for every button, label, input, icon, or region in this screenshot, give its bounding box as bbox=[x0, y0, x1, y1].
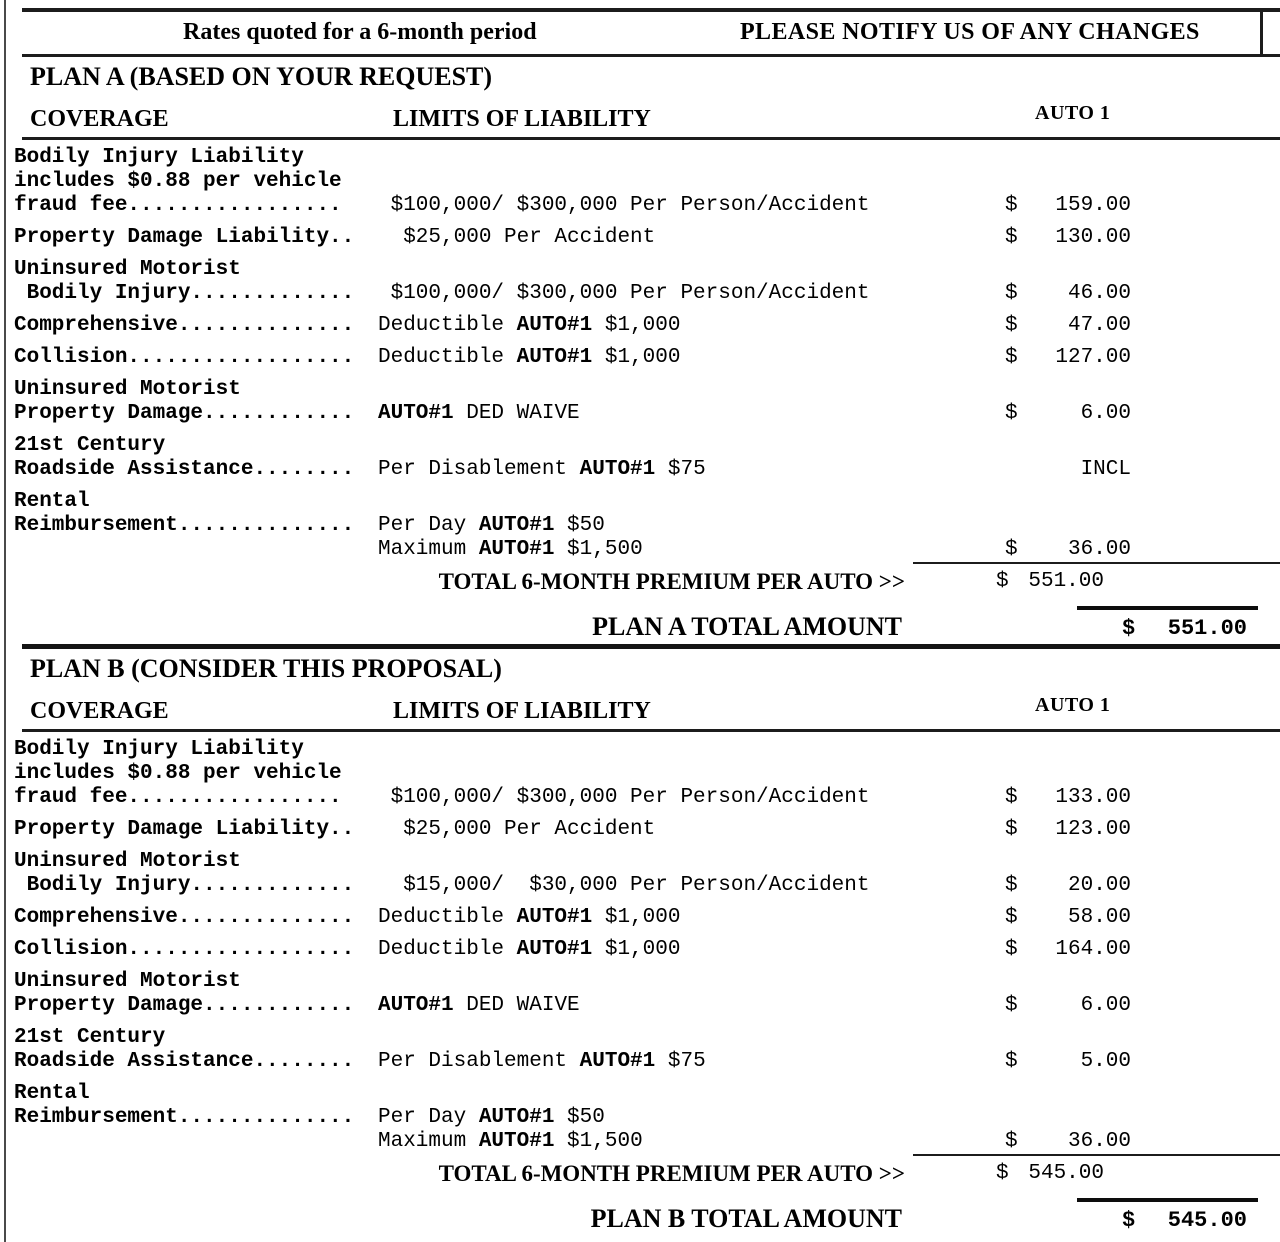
coverage-cell: Reimbursement.............. bbox=[14, 514, 355, 537]
column-header-row bbox=[0, 102, 1280, 136]
premium-total-amount bbox=[996, 1158, 1104, 1190]
row-line bbox=[0, 458, 1280, 482]
coverage-cell: Comprehensive.............. bbox=[14, 906, 355, 929]
coverage-cell: Property Damage............ bbox=[14, 994, 355, 1017]
amount-cell bbox=[1005, 938, 1131, 962]
amount-cell bbox=[1005, 194, 1131, 218]
coverage-cell: Bodily Injury............. bbox=[14, 874, 355, 897]
plan-total-row bbox=[0, 1204, 1280, 1234]
coverage-row bbox=[0, 434, 1280, 482]
row-line bbox=[0, 874, 1280, 898]
band-top-rule bbox=[22, 8, 1280, 12]
row-line bbox=[0, 850, 1280, 874]
column-header-coverage: COVERAGE bbox=[30, 106, 169, 132]
coverage-cell: Comprehensive.............. bbox=[14, 314, 355, 337]
coverage-row bbox=[0, 346, 1280, 370]
limits-cell: Maximum AUTO#1 $1,500 bbox=[378, 538, 643, 561]
coverage-cell: Rental bbox=[14, 1082, 90, 1105]
row-line bbox=[0, 994, 1280, 1018]
coverage-row bbox=[0, 146, 1280, 218]
row-line bbox=[0, 1026, 1280, 1050]
amount-value: 20.00 bbox=[1067, 874, 1131, 897]
coverage-row bbox=[0, 970, 1280, 1018]
amount-value: 551.00 bbox=[1167, 616, 1247, 641]
header-band bbox=[0, 0, 1280, 58]
currency-symbol: $ bbox=[1005, 786, 1018, 809]
currency-symbol: $ bbox=[996, 1162, 1009, 1185]
amount-value: 551.00 bbox=[1028, 570, 1104, 593]
plan-total-label: PLAN B TOTAL AMOUNT bbox=[590, 1204, 902, 1233]
header-underline-rule bbox=[22, 137, 1280, 140]
limits-cell: Deductible AUTO#1 $1,000 bbox=[378, 938, 681, 961]
coverage-cell: Property Damage............ bbox=[14, 402, 355, 425]
row-line bbox=[0, 226, 1280, 250]
coverage-cell: Roadside Assistance........ bbox=[14, 1050, 355, 1073]
amount-cell bbox=[1005, 818, 1131, 842]
coverage-row bbox=[0, 314, 1280, 338]
currency-symbol: $ bbox=[1005, 538, 1018, 561]
row-line bbox=[0, 738, 1280, 762]
limits-cell: Deductible AUTO#1 $1,000 bbox=[378, 906, 681, 929]
coverage-row bbox=[0, 258, 1280, 306]
column-header-limits: LIMITS OF LIABILITY bbox=[393, 106, 651, 132]
currency-symbol: $ bbox=[1005, 346, 1018, 369]
coverage-cell: Uninsured Motorist bbox=[14, 378, 241, 401]
column-header-auto1: AUTO 1 bbox=[1035, 102, 1111, 124]
amount-cell bbox=[1005, 1130, 1131, 1154]
amount-cell bbox=[1005, 786, 1131, 810]
amount-cell bbox=[1005, 906, 1131, 930]
coverage-cell: fraud fee................. bbox=[14, 194, 342, 217]
amount-cell bbox=[1005, 458, 1131, 482]
coverage-cell: Reimbursement.............. bbox=[14, 1106, 355, 1129]
plan-total-amount bbox=[1122, 614, 1247, 644]
coverage-row bbox=[0, 938, 1280, 962]
limits-cell: Per Day AUTO#1 $50 bbox=[378, 1106, 605, 1129]
coverage-cell: Collision.................. bbox=[14, 346, 355, 369]
row-line bbox=[0, 786, 1280, 810]
currency-symbol: $ bbox=[1005, 282, 1018, 305]
coverage-cell: Collision.................. bbox=[14, 938, 355, 961]
coverage-cell: Uninsured Motorist bbox=[14, 850, 241, 873]
amount-value: 36.00 bbox=[1067, 538, 1131, 561]
premium-total-label: TOTAL 6-MONTH PREMIUM PER AUTO >> bbox=[438, 1161, 905, 1186]
amount-value: 6.00 bbox=[1080, 402, 1131, 425]
coverage-row bbox=[0, 906, 1280, 930]
amount-cell bbox=[1005, 1050, 1131, 1074]
row-line bbox=[0, 938, 1280, 962]
currency-symbol: $ bbox=[1005, 938, 1018, 961]
premium-total-label: TOTAL 6-MONTH PREMIUM PER AUTO >> bbox=[438, 569, 905, 594]
amount-cell bbox=[1005, 314, 1131, 338]
plan-section bbox=[0, 58, 1280, 650]
plan-total-row bbox=[0, 612, 1280, 642]
coverage-cell: 21st Century bbox=[14, 434, 166, 457]
row-line bbox=[0, 762, 1280, 786]
plan-total-rule bbox=[1077, 606, 1258, 610]
limits-cell: $100,000/ $300,000 Per Person/Accident bbox=[378, 282, 870, 305]
coverage-rows bbox=[0, 738, 1280, 1162]
row-line bbox=[0, 818, 1280, 842]
coverage-row bbox=[0, 1082, 1280, 1154]
amount-value: 545.00 bbox=[1167, 1208, 1247, 1233]
band-bottom-rule bbox=[22, 54, 1280, 57]
amount-value: 133.00 bbox=[1055, 786, 1131, 809]
limits-cell: $100,000/ $300,000 Per Person/Accident bbox=[378, 786, 870, 809]
currency-symbol: $ bbox=[1005, 194, 1018, 217]
amount-value: 130.00 bbox=[1055, 226, 1131, 249]
rates-period-note: Rates quoted for a 6-month period bbox=[183, 19, 537, 45]
amount-cell bbox=[1005, 874, 1131, 898]
row-line bbox=[0, 490, 1280, 514]
amount-cell bbox=[1005, 402, 1131, 426]
premium-total-amount bbox=[996, 566, 1104, 598]
premium-total-row bbox=[0, 566, 1280, 598]
currency-symbol: $ bbox=[1005, 818, 1018, 841]
coverage-cell: Bodily Injury Liability bbox=[14, 738, 304, 761]
plan-title: PLAN A (BASED ON YOUR REQUEST) bbox=[30, 62, 493, 91]
coverage-cell: Property Damage Liability.. bbox=[14, 226, 355, 249]
limits-cell: Per Disablement AUTO#1 $75 bbox=[378, 1050, 706, 1073]
currency-symbol: $ bbox=[1005, 906, 1018, 929]
plan-separator-rule bbox=[22, 644, 1280, 649]
currency-symbol: $ bbox=[1005, 1130, 1018, 1153]
row-line bbox=[0, 970, 1280, 994]
currency-symbol: $ bbox=[1005, 994, 1018, 1017]
amount-value: 47.00 bbox=[1067, 314, 1131, 337]
plan-total-amount bbox=[1122, 1206, 1247, 1236]
limits-cell: $15,000/ $30,000 Per Person/Accident bbox=[378, 874, 870, 897]
coverage-cell: 21st Century bbox=[14, 1026, 166, 1049]
column-header-coverage: COVERAGE bbox=[30, 698, 169, 724]
band-right-edge bbox=[1260, 8, 1263, 57]
coverage-row bbox=[0, 378, 1280, 426]
plan-total-label: PLAN A TOTAL AMOUNT bbox=[592, 612, 902, 641]
amount-value: 545.00 bbox=[1028, 1162, 1104, 1185]
limits-cell: Deductible AUTO#1 $1,000 bbox=[378, 346, 681, 369]
currency-symbol: $ bbox=[1005, 226, 1018, 249]
row-line bbox=[0, 906, 1280, 930]
row-line bbox=[0, 402, 1280, 426]
row-line bbox=[0, 1050, 1280, 1074]
plan-total-rule bbox=[1077, 1198, 1258, 1202]
row-line bbox=[0, 146, 1280, 170]
row-line bbox=[0, 194, 1280, 218]
amount-cell bbox=[1005, 346, 1131, 370]
row-line bbox=[0, 258, 1280, 282]
coverage-cell: includes $0.88 per vehicle bbox=[14, 762, 342, 785]
amount-cell bbox=[1005, 226, 1131, 250]
amount-cell bbox=[1005, 994, 1131, 1018]
coverage-row bbox=[0, 1026, 1280, 1074]
currency-symbol: $ bbox=[1122, 1208, 1136, 1233]
row-line bbox=[0, 282, 1280, 306]
row-line bbox=[0, 1130, 1280, 1154]
column-header-limits: LIMITS OF LIABILITY bbox=[393, 698, 651, 724]
amount-cell bbox=[1005, 282, 1131, 306]
limits-cell: $25,000 Per Accident bbox=[378, 818, 656, 841]
row-line bbox=[0, 538, 1280, 562]
plan-title: PLAN B (CONSIDER THIS PROPOSAL) bbox=[30, 654, 502, 683]
premium-total-rule bbox=[913, 562, 1280, 564]
premium-total-rule bbox=[913, 1154, 1280, 1156]
currency-symbol: $ bbox=[1005, 874, 1018, 897]
row-line bbox=[0, 378, 1280, 402]
limits-cell: $100,000/ $300,000 Per Person/Accident bbox=[378, 194, 870, 217]
currency-symbol: $ bbox=[1005, 314, 1018, 337]
row-line bbox=[0, 1082, 1280, 1106]
currency-symbol: $ bbox=[1005, 1050, 1018, 1073]
header-underline-rule bbox=[22, 729, 1280, 732]
amount-value: 46.00 bbox=[1067, 282, 1131, 305]
coverage-row bbox=[0, 490, 1280, 562]
limits-cell: Deductible AUTO#1 $1,000 bbox=[378, 314, 681, 337]
coverage-cell: Uninsured Motorist bbox=[14, 970, 241, 993]
limits-cell: Per Disablement AUTO#1 $75 bbox=[378, 458, 706, 481]
premium-total-row bbox=[0, 1158, 1280, 1190]
amount-value: 127.00 bbox=[1055, 346, 1131, 369]
coverage-row bbox=[0, 850, 1280, 898]
coverage-cell: Roadside Assistance........ bbox=[14, 458, 355, 481]
column-header-auto1: AUTO 1 bbox=[1035, 694, 1111, 716]
limits-cell: $25,000 Per Accident bbox=[378, 226, 656, 249]
row-line bbox=[0, 346, 1280, 370]
limits-cell: AUTO#1 DED WAIVE bbox=[378, 994, 580, 1017]
currency-symbol: $ bbox=[996, 570, 1009, 593]
amount-value: INCL bbox=[1080, 458, 1131, 481]
coverage-cell: includes $0.88 per vehicle bbox=[14, 170, 342, 193]
plan-section bbox=[0, 650, 1280, 1242]
coverage-cell: fraud fee................. bbox=[14, 786, 342, 809]
amount-value: 5.00 bbox=[1080, 1050, 1131, 1073]
coverage-cell: Bodily Injury Liability bbox=[14, 146, 304, 169]
limits-cell: Maximum AUTO#1 $1,500 bbox=[378, 1130, 643, 1153]
coverage-row bbox=[0, 818, 1280, 842]
coverage-cell: Rental bbox=[14, 490, 90, 513]
notify-changes-note: PLEASE NOTIFY US OF ANY CHANGES bbox=[740, 19, 1200, 45]
amount-value: 159.00 bbox=[1055, 194, 1131, 217]
coverage-rows bbox=[0, 146, 1280, 570]
row-line bbox=[0, 434, 1280, 458]
currency-symbol: $ bbox=[1005, 402, 1018, 425]
currency-symbol: $ bbox=[1122, 616, 1136, 641]
coverage-cell: Property Damage Liability.. bbox=[14, 818, 355, 841]
amount-value: 164.00 bbox=[1055, 938, 1131, 961]
row-line bbox=[0, 1106, 1280, 1130]
amount-cell bbox=[1005, 538, 1131, 562]
amount-value: 123.00 bbox=[1055, 818, 1131, 841]
column-header-row bbox=[0, 694, 1280, 728]
amount-value: 58.00 bbox=[1067, 906, 1131, 929]
row-line bbox=[0, 314, 1280, 338]
coverage-cell: Uninsured Motorist bbox=[14, 258, 241, 281]
amount-value: 36.00 bbox=[1067, 1130, 1131, 1153]
row-line bbox=[0, 170, 1280, 194]
coverage-row bbox=[0, 738, 1280, 810]
row-line bbox=[0, 514, 1280, 538]
coverage-cell: Bodily Injury............. bbox=[14, 282, 355, 305]
coverage-row bbox=[0, 226, 1280, 250]
limits-cell: AUTO#1 DED WAIVE bbox=[378, 402, 580, 425]
limits-cell: Per Day AUTO#1 $50 bbox=[378, 514, 605, 537]
amount-value: 6.00 bbox=[1080, 994, 1131, 1017]
